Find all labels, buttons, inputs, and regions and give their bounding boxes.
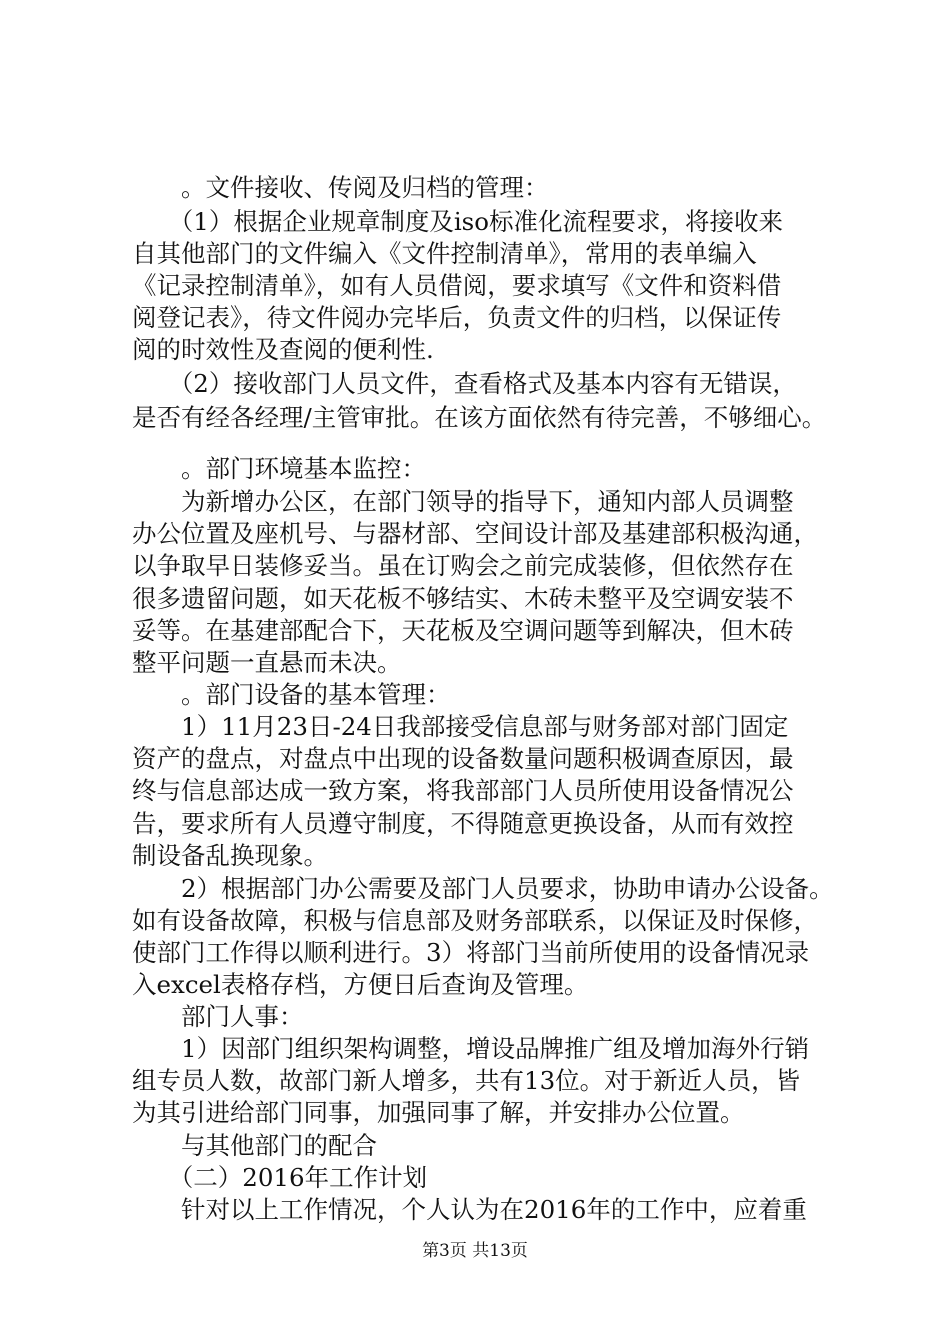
text-line: 终与信息部达成一致方案，将我部部门人员所使用设备情况公	[132, 776, 794, 805]
text-line: 制设备乱换现象。	[132, 841, 328, 870]
text-line: 《记录控制清单》，如有人员借阅，要求填写《文件和资料借	[132, 271, 782, 300]
text-line: 。文件接收、传阅及归档的管理：	[132, 173, 549, 202]
page-footer: 第3页 共13页	[422, 1241, 528, 1261]
text-line: 办公位置及座机号、与器材部、空间设计部及基建部积极沟通，	[132, 519, 818, 548]
text-line: 1）因部门组织架构调整，增设品牌推广组及增加海外行销	[132, 1034, 810, 1063]
text-line: 很多遗留问题，如天花板不够结实、木砖未整平及空调安装不	[132, 584, 794, 613]
text-line: 入excel表格存档，方便日后查询及管理。	[132, 970, 589, 999]
text-line: 妥等。在基建部配合下，天花板及空调问题等到解决，但木砖	[132, 616, 794, 645]
text-line: 阅的时效性及查阅的便利性.	[132, 335, 434, 364]
text-line: 告，要求所有人员遵守制度，不得随意更换设备，从而有效控	[132, 809, 794, 838]
text-line: 使部门工作得以顺利进行。3）将部门当前所使用的设备情况录	[132, 938, 810, 967]
text-line: 2）根据部门办公需要及部门人员要求，协助申请办公设备。	[132, 874, 834, 903]
text-line: 资产的盘点，对盘点中出现的设备数量问题积极调查原因，最	[132, 744, 794, 773]
text-line: 自其他部门的文件编入《文件控制清单》，常用的表单编入	[132, 239, 757, 268]
text-line: 如有设备故障，积极与信息部及财务部联系，以保证及时保修，	[132, 906, 818, 935]
text-line: 组专员人数，故部门新人增多，共有13位。对于新近人员，皆	[132, 1066, 801, 1095]
text-line: 整平问题一直悬而未决。	[132, 648, 402, 677]
text-line: （二）2016年工作计划	[132, 1163, 428, 1192]
text-line: （2）接收部门人员文件，查看格式及基本内容有无错误，	[132, 369, 797, 398]
text-line: 为新增办公区，在部门领导的指导下，通知内部人员调整	[132, 487, 794, 516]
text-line: 以争取早日装修妥当。虽在订购会之前完成装修，但依然存在	[132, 551, 794, 580]
text-line: （1）根据企业规章制度及iso标准化流程要求，将接收来	[132, 207, 783, 236]
text-line: 。部门环境基本监控：	[132, 454, 426, 483]
text-line: 是否有经各经理/主管审批。在该方面依然有待完善，不够细心。	[132, 403, 827, 432]
text-line: 。部门设备的基本管理：	[132, 680, 451, 709]
text-line: 为其引进给部门同事，加强同事了解，并安排办公位置。	[132, 1098, 745, 1127]
text-line: 1）11月23日-24日我部接受信息部与财务部对部门固定	[132, 712, 789, 741]
text-line: 与其他部门的配合	[132, 1131, 377, 1160]
text-line: 针对以上工作情况，个人认为在2016年的工作中，应着重	[132, 1195, 807, 1224]
text-line: 阅登记表》，待文件阅办完毕后，负责文件的归档，以保证传	[132, 303, 782, 332]
text-line: 部门人事：	[132, 1002, 304, 1031]
